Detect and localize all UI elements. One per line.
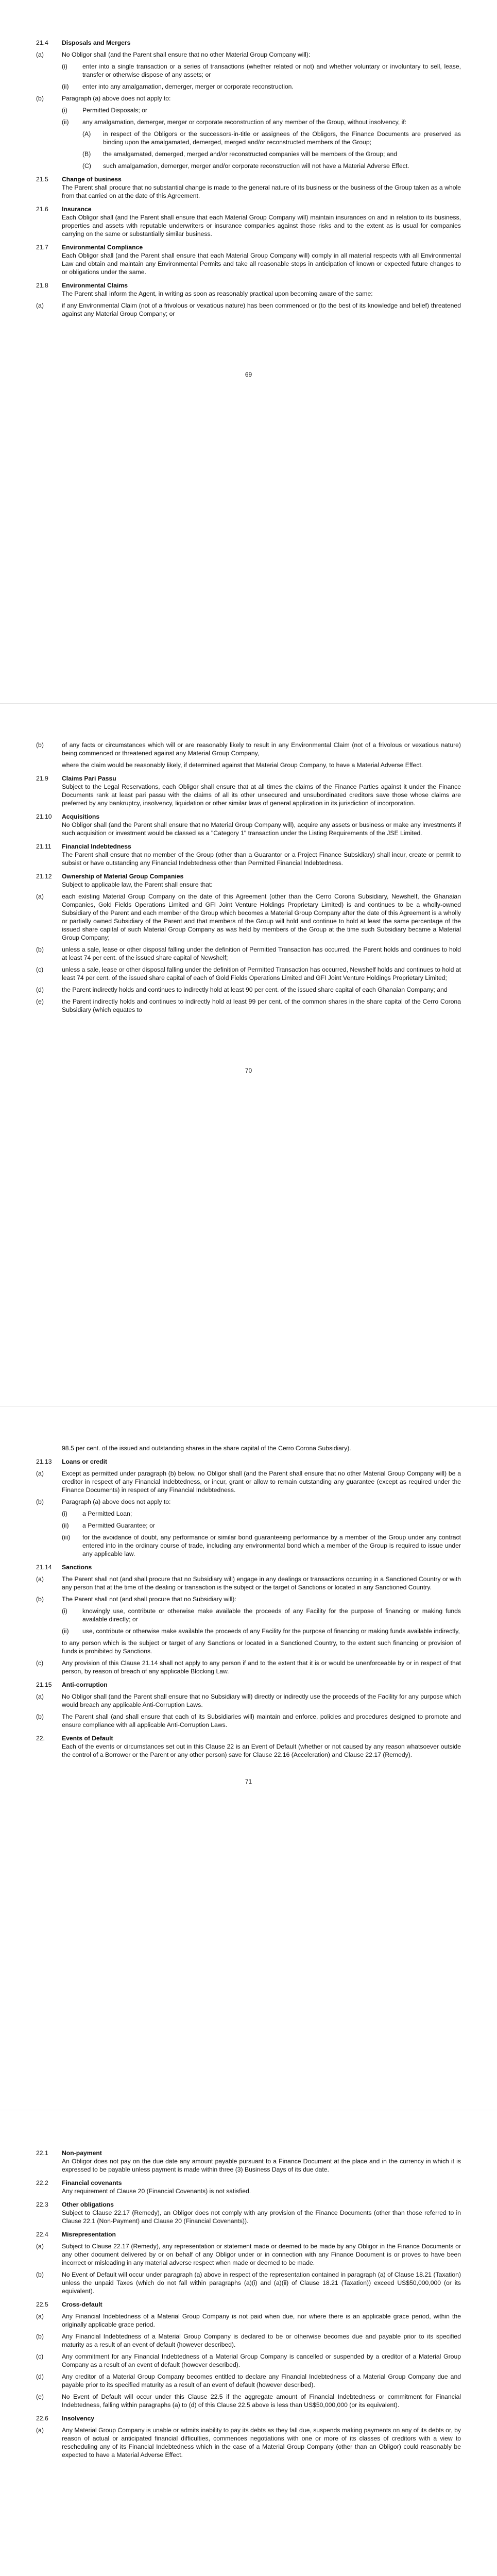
list-item — [36, 1575, 461, 1591]
clause-number: 22.2 — [36, 2179, 48, 2187]
item-marker: (a) — [36, 1575, 44, 1583]
item-marker: (b) — [36, 741, 44, 749]
item-marker: (a) — [36, 1693, 44, 1700]
list-item — [36, 50, 461, 59]
item-text: each existing Material Group Company on the date of this Agreement (other than the Cerro Corona Subsidiary, Newshelf, the Ghanaian Companies, Gold Fields Operations Limited and GFI Joint Venture Holdings Proprietary Limited) is and continues to be a wholly-owned Subsidiary of the Parent and each member of the Group which becomes a Material Group Company after the date of this Agreement is a wholly or partially owned Subsidiary of the Parent and that members of the Group will hold and continue to hold at least the same percentage of the issued share capital of such Material Group Company as was held by members of the Group at the time such Subsidiary became a Material Group Company; — [62, 893, 461, 941]
continuation-text: 98.5 per cent. of the issued and outstanding shares in the share capital of the Cerro Corona Subsidiary). — [62, 1445, 351, 1452]
item-marker: (d) — [36, 986, 44, 993]
list-item — [36, 2312, 461, 2329]
clause-section — [36, 872, 461, 889]
clause-section — [36, 2149, 461, 2174]
item-marker: (b) — [36, 1713, 44, 1720]
item-marker: (iii) — [62, 1534, 71, 1541]
clause-heading: Insolvency — [62, 2415, 94, 2422]
continuation-text: to any person which is the subject or target of any Sanctions or located in a Sanctioned Country, to the extent such financing or provision of funds is prohibited by Sanctions. — [62, 1639, 461, 1655]
clause-heading: Acquisitions — [62, 813, 100, 820]
clause-number: 21.9 — [36, 775, 48, 782]
clause-body: Subject to applicable law, the Parent shall ensure that: — [62, 881, 213, 888]
clause-section — [36, 2200, 461, 2225]
clause-heading: Events of Default — [62, 1735, 113, 1742]
clause-number: 21.11 — [36, 843, 52, 850]
item-text: Any Financial Indebtedness of a Material Group Company is not paid when due, nor where there is an applicable grace period, within the originally applicable grace period. — [62, 2313, 461, 2328]
clause-body: The Parent shall ensure that no member of the Group (other than a Guarantor or a Project Finance Subsidiary) shall incur, create or permit to subsist or have outstanding any Financial Indebtedness other than Permitted Financial Indebtedness. — [62, 851, 461, 867]
clause-section — [36, 39, 461, 47]
item-marker: (ii) — [62, 1522, 69, 1529]
clause-heading: Insurance — [62, 206, 92, 213]
page-number: 70 — [245, 1067, 252, 1074]
page-content — [36, 1444, 461, 1759]
item-text: enter into a single transaction or a series of transactions (whether related or not) and whether voluntary or involuntary to sell, lease, transfer or otherwise dispose of any assets; or — [82, 63, 461, 78]
list-item — [36, 150, 461, 158]
item-text: the Parent indirectly holds and continues to indirectly hold at least 99 per cent. of the common shares in the share capital of the Cerro Corona Subsidiary (which equates to — [62, 998, 461, 1013]
item-marker: (ii) — [62, 1628, 69, 1635]
clause-number: 22.4 — [36, 2231, 48, 2238]
item-text: Any provision of this Clause 21.14 shall not apply to any person if and to the extent that it is or would be unenforceable by or in respect of that person, by reason of breach of any applicable Blocking Law. — [62, 1659, 461, 1675]
item-text: any amalgamation, demerger, merger or corporate reconstruction of any member of the Group, without insolvency, if: — [82, 118, 407, 126]
item-text: knowingly use, contribute or otherwise make available the proceeds of any Facility for the purpose of financing or making funds available directly; or — [82, 1607, 461, 1623]
item-text: Subject to Clause 22.17 (Remedy), any representation or statement made or deemed to be made by any Obligor in the Finance Documents or any other document delivered by or on behalf of any Obligor under or in connection with any Finance Document is or proves to have been incorrect or misleading in any material adverse respect when made or deemed to be made. — [62, 2243, 461, 2266]
clause-number: 21.4 — [36, 39, 48, 46]
item-text: Paragraph (a) above does not apply to: — [62, 95, 171, 102]
list-item — [36, 94, 461, 103]
list-item — [36, 1692, 461, 1709]
page-number: 71 — [245, 1778, 252, 1785]
list-item — [36, 1659, 461, 1675]
clause-heading: Financial covenants — [62, 2179, 122, 2187]
document-page — [0, 0, 497, 703]
clause-heading: Disposals and Mergers — [62, 39, 131, 46]
list-item — [36, 741, 461, 757]
clause-section — [36, 281, 461, 298]
item-marker: (a) — [36, 893, 44, 900]
clause-body: Subject to the Legal Reservations, each Obligor shall ensure that at all times the claims of the Finance Parties against it under the Finance Documents rank at least pari passu with the claims of all its other unsecured and unsubordinated creditors save those whose claims are preferred by any bankruptcy, insolvency, liquidation or other similar laws of general application in its jurisdiction of incorporation. — [62, 783, 461, 807]
item-marker: (A) — [82, 130, 91, 138]
item-text: in respect of the Obligors or the successors-in-title or assignees of the Obligors, the Finance Documents are preserved as binding upon the amalgamated, demerged, merged and/or reconstructed members of the Group; — [103, 130, 461, 146]
clause-heading: Anti-corruption — [62, 1681, 108, 1688]
clause-number: 21.6 — [36, 206, 48, 213]
item-marker: (e) — [36, 2393, 44, 2400]
item-text: The Parent shall (and shall ensure that each of its Subsidiaries will) maintain and enforce, policies and procedures designed to promote and ensure compliance with all applicable Anti-Corruption Laws. — [62, 1713, 461, 1728]
clause-number: 22. — [36, 1735, 45, 1742]
clause-section — [36, 2179, 461, 2195]
clause-heading: Change of business — [62, 176, 122, 183]
list-item — [36, 62, 461, 79]
clause-heading: Non-payment — [62, 2149, 102, 2157]
list-item — [36, 997, 461, 1014]
list-item — [36, 1595, 461, 1603]
clause-number: 22.5 — [36, 2301, 48, 2308]
clause-section — [36, 1681, 461, 1689]
list-item — [36, 965, 461, 982]
clause-heading: Other obligations — [62, 2201, 114, 2208]
list-item — [36, 1533, 461, 1558]
clause-number: 21.13 — [36, 1458, 52, 1465]
clause-section — [36, 774, 461, 807]
item-marker: (C) — [82, 162, 91, 170]
list-item — [36, 2332, 461, 2349]
clause-number: 22.6 — [36, 2415, 48, 2422]
page-number: 69 — [245, 371, 252, 378]
item-marker: (b) — [36, 95, 44, 102]
clause-section — [36, 1458, 461, 1466]
clause-heading: Ownership of Material Group Companies — [62, 873, 184, 880]
list-item — [36, 130, 461, 146]
clause-number: 21.14 — [36, 1564, 52, 1571]
item-marker: (b) — [36, 2271, 44, 2278]
clause-body: No Obligor shall (and the Parent shall ensure that no Material Group Company will), acquire any assets or business or make any investments if such acquisition or investment would be classed as a "Category 1" transaction under the Listing Requirements of the JSE Limited. — [62, 821, 461, 837]
list-item — [36, 1498, 461, 1506]
clause-section — [36, 2414, 461, 2422]
item-text: the Parent indirectly holds and continues to indirectly hold at least 90 per cent. of the issued share capital of each Ghanaian Company; and — [62, 986, 448, 993]
item-marker: (a) — [36, 2243, 44, 2250]
list-item — [36, 301, 461, 318]
clause-heading: Environmental Compliance — [62, 244, 143, 251]
list-item — [36, 1627, 461, 1635]
item-marker: (a) — [36, 2427, 44, 2434]
item-marker: (i) — [62, 1607, 67, 1615]
item-marker: (B) — [82, 150, 91, 158]
item-text: for the avoidance of doubt, any performance or similar bond guaranteeing performance by a member of the Group under any contract entered into in the ordinary course of trade, including any environmental bond which a member of the Group is required to issue under any applicable law. — [82, 1534, 461, 1557]
list-item — [36, 106, 461, 114]
item-marker: (a) — [36, 51, 44, 58]
clause-body: Each Obligor shall (and the Parent shall ensure that each Material Group Company will) comply in all material respects with all Environmental Law and obtain and maintain any Environmental Permits and take all reasonable steps in anticipation of known or expected future changes to or obligations under the same. — [62, 252, 461, 276]
clause-heading: Misrepresentation — [62, 2231, 116, 2238]
item-text: No Event of Default will occur under paragraph (a) above in respect of the representation contained in paragraph (a) of Clause 18.21 (Taxation) unless the unpaid Taxes (which do not fall within paragraphs (a)(i) and (a)(ii) of Clause 18.21 (Taxation)) exceed US$50,000,000 (or its equivalent). — [62, 2271, 461, 2295]
clause-heading: Financial Indebtedness — [62, 843, 131, 850]
list-item — [36, 986, 461, 994]
clause-heading: Sanctions — [62, 1564, 92, 1571]
clause-section — [36, 205, 461, 238]
item-text: Any Financial Indebtedness of a Material Group Company is declared to be or otherwise becomes due and payable prior to its specified maturity as a result of an event of default (however described). — [62, 2333, 461, 2348]
list-item — [36, 2393, 461, 2409]
clause-number: 22.1 — [36, 2149, 48, 2157]
item-text: Any commitment for any Financial Indebtedness of a Material Group Company is cancelled or suspended by a creditor of a Material Group Company as a result of an event of default (however described). — [62, 2353, 461, 2368]
clause-number: 21.10 — [36, 813, 52, 820]
clause-section — [36, 812, 461, 837]
item-text: Any creditor of a Material Group Company becomes entitled to declare any Financial Indebtedness of a Material Group Company due and payable prior to its specified maturity as a result of an event of default (however described). — [62, 2373, 461, 2388]
item-marker: (d) — [36, 2373, 44, 2380]
list-item — [36, 2372, 461, 2389]
clause-body: Any requirement of Clause 20 (Financial Covenants) is not satisfied. — [62, 2188, 251, 2195]
item-marker: (b) — [36, 1596, 44, 1603]
item-marker: (a) — [36, 2313, 44, 2320]
item-text: if any Environmental Claim (not of a frivolous or vexatious nature) has been commenced or (to the best of its knowledge and belief) threatened against any Material Group Company; or — [62, 302, 461, 317]
continuation-text: where the claim would be reasonably likely, if determined against that Material Group Company, to have a Material Adverse Effect. — [62, 761, 423, 769]
item-text: No Event of Default will occur under this Clause 22.5 if the aggregate amount of Financial Indebtedness or commitment for Financial Indebtedness, falling within paragraphs (a) to (d) of this Clause 22.5 above is less than US$50,000,000 (or its equivalent). — [62, 2393, 461, 2409]
item-text: Permitted Disposals; or — [82, 107, 147, 114]
clause-number: 21.12 — [36, 873, 52, 880]
item-text: enter into any amalgamation, demerger, merger or corporate reconstruction. — [82, 83, 294, 90]
item-marker: (i) — [62, 63, 67, 70]
clause-heading: Loans or credit — [62, 1458, 108, 1465]
list-item — [36, 1713, 461, 1729]
item-text: unless a sale, lease or other disposal falling under the definition of Permitted Transaction has occurred, Newshelf holds and continues to hold at least 74 per cent. of the issued share capital of each of Gold Fields Operations Limited and GFI Joint Venture Holdings Proprietary Limited; — [62, 966, 461, 981]
clause-section — [36, 842, 461, 867]
list-item — [36, 1521, 461, 1530]
clause-number: 22.3 — [36, 2201, 48, 2208]
item-text: of any facts or circumstances which will or are reasonably likely to result in any Environmental Claim (not of a frivolous or vexatious nature) being commenced or threatened against any Material Group Company, — [62, 741, 461, 757]
clause-body: The Parent shall procure that no substantial change is made to the general nature of its business or the business of the Group taken as a whole from that carried on at the date of this Agreement. — [62, 184, 461, 199]
item-text: a Permitted Loan; — [82, 1510, 132, 1517]
clause-section — [36, 175, 461, 200]
item-text: such amalgamation, demerger, merger and/or corporate reconstruction will not have a Material Adverse Effect. — [103, 162, 409, 170]
item-text: Any Material Group Company is unable or admits inability to pay its debts as they fall due, suspends making payments on any of its debts or, by reason of actual or anticipated financial difficulties, commences negotiations with one or more of its classes of creditors with a view to rescheduling any of its Financial Indebtedness which in the case of a Material Group Company (other than an Obligor) could reasonably be expected to have a Material Adverse Effect. — [62, 2427, 461, 2459]
clause-section — [36, 243, 461, 276]
clause-section — [36, 1734, 461, 1759]
clause-heading: Cross-default — [62, 2301, 102, 2308]
clause-body: Each of the events or circumstances set out in this Clause 22 is an Event of Default (whether or not caused by any reason whatsoever outside the control of a Borrower or the Parent or any other person) save for Clause 22.16 (Acceleration) and Clause 22.17 (Remedy). — [62, 1743, 461, 1758]
list-item — [36, 892, 461, 942]
document-page — [0, 2110, 497, 2576]
list-item — [36, 1469, 461, 1494]
item-text: unless a sale, lease or other disposal falling under the definition of Permitted Transaction has occurred, the Parent holds and continues to hold at least 74 per cent. of the issued share capital of Newshelf; — [62, 946, 461, 961]
item-marker: (a) — [36, 302, 44, 309]
item-marker: (b) — [36, 1498, 44, 1505]
clause-body: Subject to Clause 22.17 (Remedy), an Obligor does not comply with any provision of the Finance Documents (other than those referred to in Clause 22.1 (Non-Payment) and Clause 20 (Financial Covenants)). — [62, 2209, 461, 2225]
item-text: a Permitted Guarantee; or — [82, 1522, 155, 1529]
list-item — [36, 2426, 461, 2459]
list-item — [36, 82, 461, 91]
item-text: use, contribute or otherwise make available the proceeds of any Facility for the purpose of financing or making funds available indirectly, — [82, 1628, 460, 1635]
item-marker: (b) — [36, 2333, 44, 2340]
clause-body: Each Obligor shall (and the Parent shall ensure that each Material Group Company will) maintain insurances on and in relation to its business, properties and assets with reputable underwriters or insurance companies against those risks and to the extent as is usual for companies carrying on the same or substantially similar business. — [62, 214, 461, 238]
item-marker: (c) — [36, 2353, 44, 2360]
clause-number: 21.15 — [36, 1681, 52, 1688]
page-content — [36, 2149, 461, 2459]
item-marker: (b) — [36, 946, 44, 953]
item-marker: (c) — [36, 966, 44, 973]
list-item — [36, 2242, 461, 2267]
list-item — [36, 2352, 461, 2369]
item-text: The Parent shall not (and shall procure that no Subsidiary will) engage in any dealings or transactions occurring in a Sanctioned Country or with any person that at the time of the dealing or transaction is the subject or the target of Sanctions or located in any Sanctioned Country. — [62, 1575, 461, 1591]
item-marker: (ii) — [62, 83, 69, 90]
item-marker: (ii) — [62, 118, 69, 126]
list-item — [36, 118, 461, 126]
item-marker: (a) — [36, 1470, 44, 1477]
item-text: the amalgamated, demerged, merged and/or reconstructed companies will be members of the Group; and — [103, 150, 398, 158]
list-item — [36, 2270, 461, 2295]
item-text: Paragraph (a) above does not apply to: — [62, 1498, 171, 1505]
item-marker: (i) — [62, 107, 67, 114]
clause-section — [36, 2300, 461, 2309]
clause-body: The Parent shall inform the Agent, in writing as soon as reasonably practical upon becoming aware of the same: — [62, 290, 373, 297]
document-page — [0, 703, 497, 1406]
item-text: Except as permitted under paragraph (b) below, no Obligor shall (and the Parent shall ensure that no other Material Group Company will) be a creditor in respect of any Financial Indebtedness, or incur, grant or allow to remain outstanding any guarantee (except as required under the Finance Documents) in respect of any Financial Indebtedness. — [62, 1470, 461, 1494]
clause-section — [36, 1563, 461, 1571]
item-marker: (i) — [62, 1510, 67, 1517]
item-marker: (c) — [36, 1659, 44, 1667]
item-text: The Parent shall not (and shall procure that no Subsidiary will): — [62, 1596, 236, 1603]
document-page — [0, 1406, 497, 2110]
clause-section — [36, 2230, 461, 2239]
item-marker: (e) — [36, 998, 44, 1005]
item-text: No Obligor shall (and the Parent shall ensure that no other Material Group Company will): — [62, 51, 311, 58]
page-content — [36, 39, 461, 318]
clause-body: An Obligor does not pay on the due date any amount payable pursuant to a Finance Document at the place and in the currency in which it is expressed to be payable unless payment is made within three (3) Business Days of its due date. — [62, 2158, 461, 2173]
clause-number: 21.8 — [36, 282, 48, 289]
list-item — [36, 1510, 461, 1518]
clause-heading: Claims Pari Passu — [62, 775, 116, 782]
clause-heading: Environmental Claims — [62, 282, 128, 289]
list-item — [36, 1607, 461, 1623]
page-content — [36, 741, 461, 1014]
clause-number: 21.7 — [36, 244, 48, 251]
clause-number: 21.5 — [36, 176, 48, 183]
list-item — [36, 162, 461, 170]
item-text: No Obligor shall (and the Parent shall ensure that no Subsidiary will) directly or indirectly use the proceeds of the Facility for any purpose which would breach any applicable Anti-Corruption Laws. — [62, 1693, 461, 1708]
list-item — [36, 945, 461, 962]
